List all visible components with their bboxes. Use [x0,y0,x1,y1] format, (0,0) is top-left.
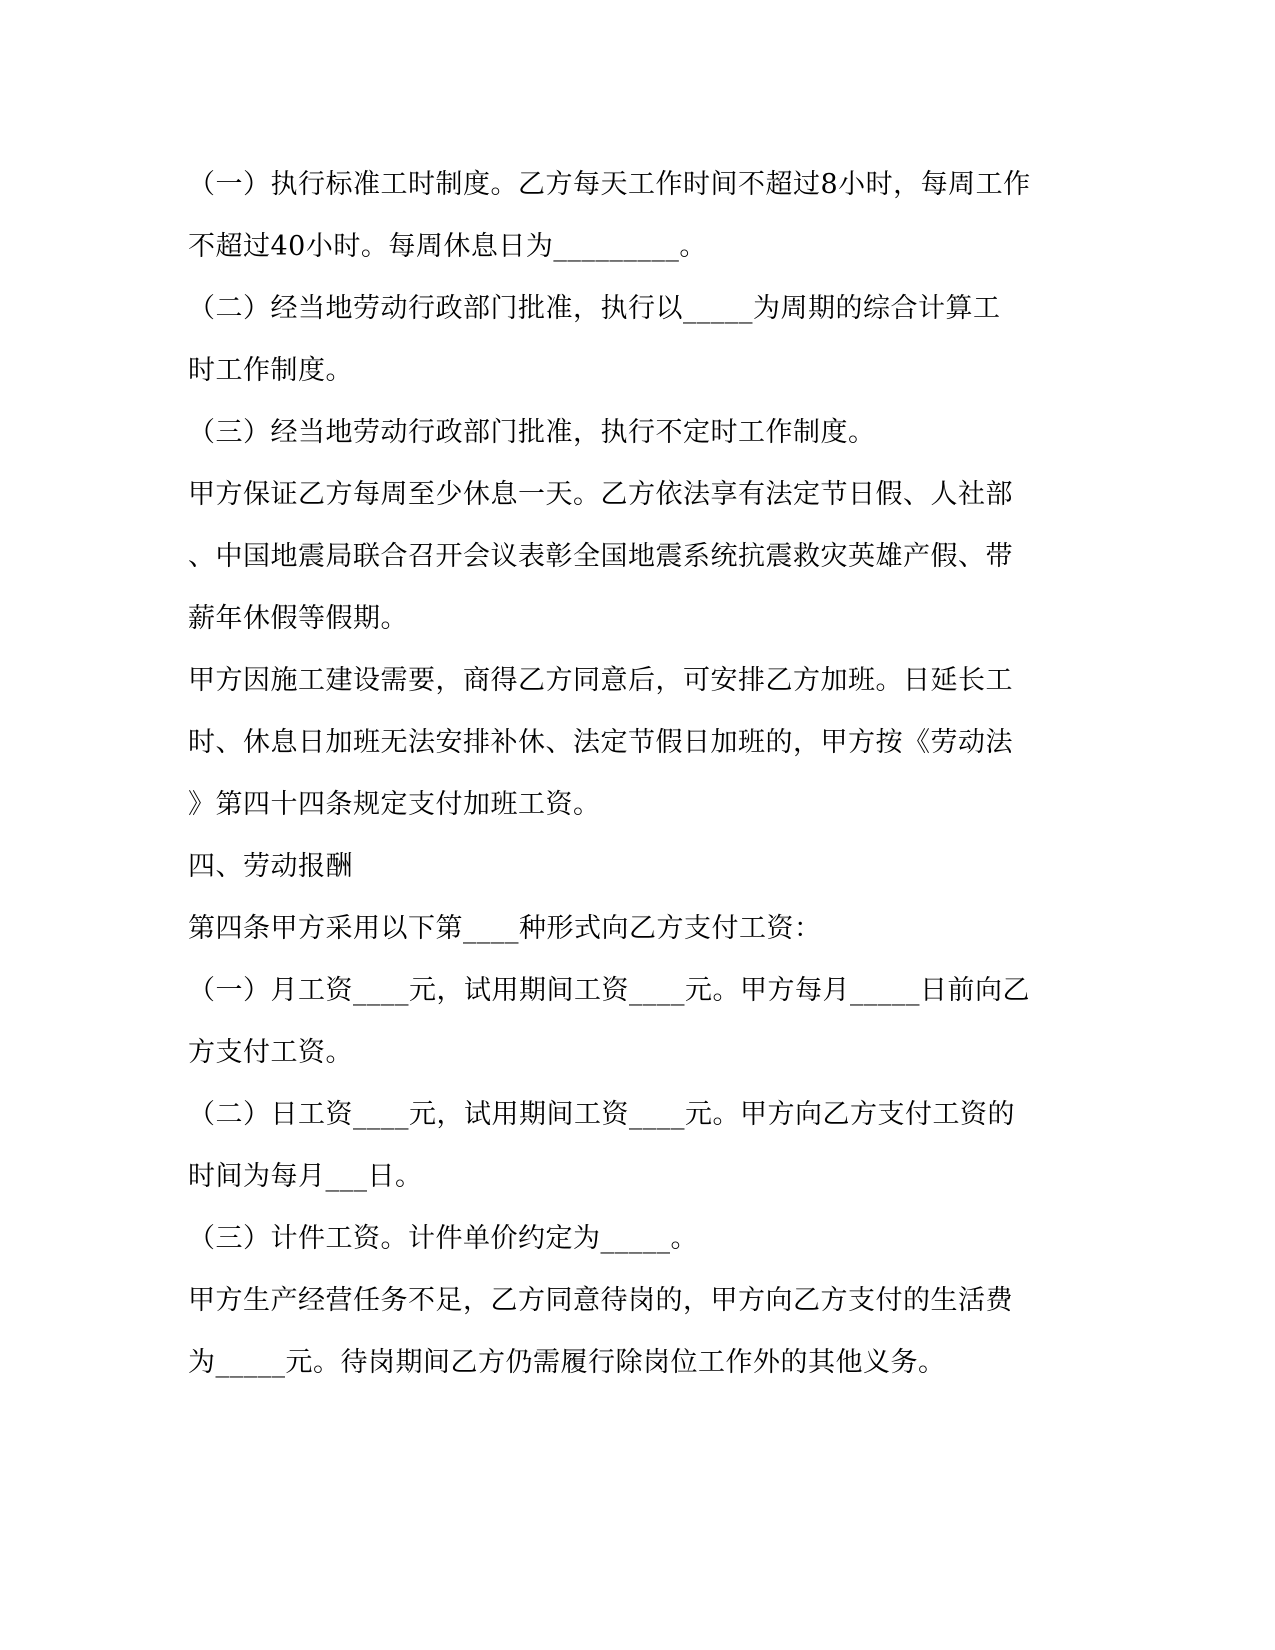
text-line: （二）经当地劳动行政部门批准，执行以_____为周期的综合计算工 [188,293,1001,324]
text-line: 甲方因施工建设需要，商得乙方同意后，可安排乙方加班。日延长工 [188,665,1013,696]
text-line: 甲方生产经营任务不足，乙方同意待岗的，甲方向乙方支付的生活费 [188,1285,1013,1316]
text-line: 方支付工资。 [188,1037,353,1068]
text-line: 时工作制度。 [188,355,353,386]
text-line: （一）月工资____元，试用期间工资____元。甲方每月_____日前向乙 [188,975,1030,1006]
text-line: （三）经当地劳动行政部门批准，执行不定时工作制度。 [188,417,876,448]
text-line: 为_____元。待岗期间乙方仍需履行除岗位工作外的其他义务。 [188,1347,946,1378]
section-heading: 四、劳动报酬 [188,851,353,882]
text-line: 薪年休假等假期。 [188,603,408,634]
text-line: （二）日工资____元，试用期间工资____元。甲方向乙方支付工资的 [188,1099,1015,1130]
text-line: 不超过40小时。每周休息日为_________。 [188,231,707,262]
text-line: 第四条甲方采用以下第____种形式向乙方支付工资： [188,913,822,944]
text-line: 甲方保证乙方每周至少休息一天。乙方依法享有法定节日假、人社部 [188,479,1013,510]
text-line: （三）计件工资。计件单价约定为_____。 [188,1223,698,1254]
text-line: （一）执行标准工时制度。乙方每天工作时间不超过8小时，每周工作 [188,169,1031,200]
text-line: 、中国地震局联合召开会议表彰全国地震系统抗震救灾英雄产假、带 [188,541,1013,572]
text-line: 时、休息日加班无法安排补休、法定节假日加班的，甲方按《劳动法 [188,727,1013,758]
text-line: 》第四十四条规定支付加班工资。 [188,789,601,820]
text-line: 时间为每月___日。 [188,1161,423,1192]
